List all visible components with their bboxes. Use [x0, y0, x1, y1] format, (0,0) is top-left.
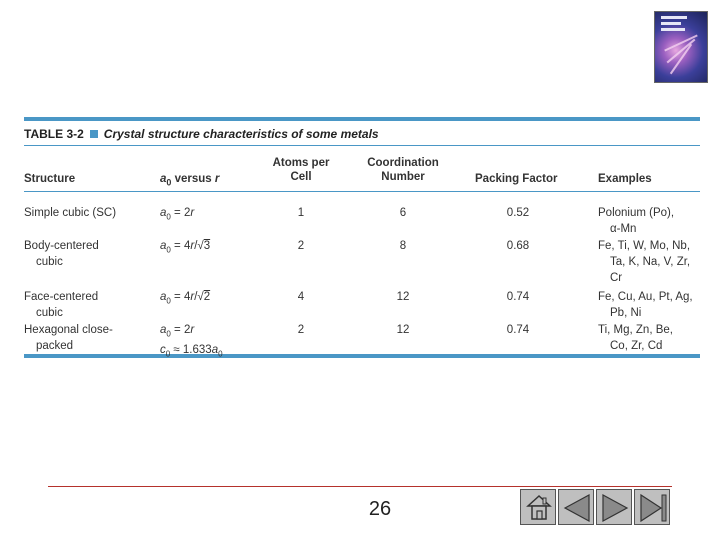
- row1-atoms: 1: [297, 207, 305, 219]
- row3-coordination: 12: [396, 291, 410, 303]
- header-structure: Structure: [24, 173, 76, 185]
- row3-structure: Face-centered cubic: [24, 291, 99, 319]
- row3-examples: Fe, Cu, Au, Pt, Ag, Pb, Ni: [598, 291, 693, 319]
- row1-packing: 0.52: [506, 207, 530, 219]
- header-divider: [24, 191, 700, 192]
- caption-square-icon: [90, 130, 98, 138]
- header-examples: Examples: [598, 173, 652, 185]
- row2-relation: $a_0 = 4r/√3$: [160, 240, 211, 255]
- header-packing-factor: Packing Factor: [475, 173, 558, 185]
- row4-structure: Hexagonal close- packed: [24, 324, 113, 352]
- row3-relation: $a_0 = 4r/√2$: [160, 291, 211, 306]
- row2-coordination: 8: [399, 240, 407, 252]
- row1-structure: Simple cubic (SC): [24, 207, 117, 219]
- header-atoms-per-cell: Atoms per Cell: [272, 157, 330, 183]
- row1-coordination: 6: [399, 207, 407, 219]
- home-button[interactable]: [520, 489, 556, 525]
- next-icon: [597, 490, 633, 526]
- row4-examples: Ti, Mg, Zn, Be, Co, Zr, Cd: [598, 324, 673, 352]
- row4-coordination: 12: [396, 324, 410, 336]
- slide-navigation: [520, 489, 670, 525]
- header-a0-vs-r: $a_0$ versus r: [160, 173, 220, 188]
- home-icon: [521, 490, 557, 526]
- last-icon: [635, 490, 671, 526]
- row3-packing: 0.74: [506, 291, 530, 303]
- page-number: 26: [368, 498, 392, 520]
- row4-packing: 0.74: [506, 324, 530, 336]
- previous-slide-button[interactable]: [558, 489, 594, 525]
- table-number: TABLE 3-2: [24, 127, 84, 141]
- row1-relation: $a_0 = 2r$: [160, 207, 195, 222]
- footer-divider: [48, 486, 672, 487]
- row2-atoms: 2: [297, 240, 305, 252]
- crystal-structure-table: [24, 117, 700, 358]
- row4-atoms: 2: [297, 324, 305, 336]
- header-coordination-number: Coordination Number: [367, 157, 439, 183]
- next-slide-button[interactable]: [596, 489, 632, 525]
- row3-atoms: 4: [297, 291, 305, 303]
- row1-examples: Polonium (Po), α-Mn: [598, 207, 675, 235]
- row2-packing: 0.68: [506, 240, 530, 252]
- previous-icon: [559, 490, 595, 526]
- row4-relation: $a_0 = 2r$ $c_0 \approx 1.633a_0$: [160, 324, 223, 359]
- row2-structure: Body-centered cubic: [24, 240, 99, 268]
- caption-divider: [24, 145, 700, 146]
- last-slide-button[interactable]: [634, 489, 670, 525]
- table-title: Crystal structure characteristics of some metals: [103, 127, 379, 141]
- row2-examples: Fe, Ti, W, Mo, Nb, Ta, K, Na, V, Zr, Cr: [598, 240, 691, 284]
- book-cover-image: [655, 12, 707, 82]
- table-caption: [24, 127, 379, 141]
